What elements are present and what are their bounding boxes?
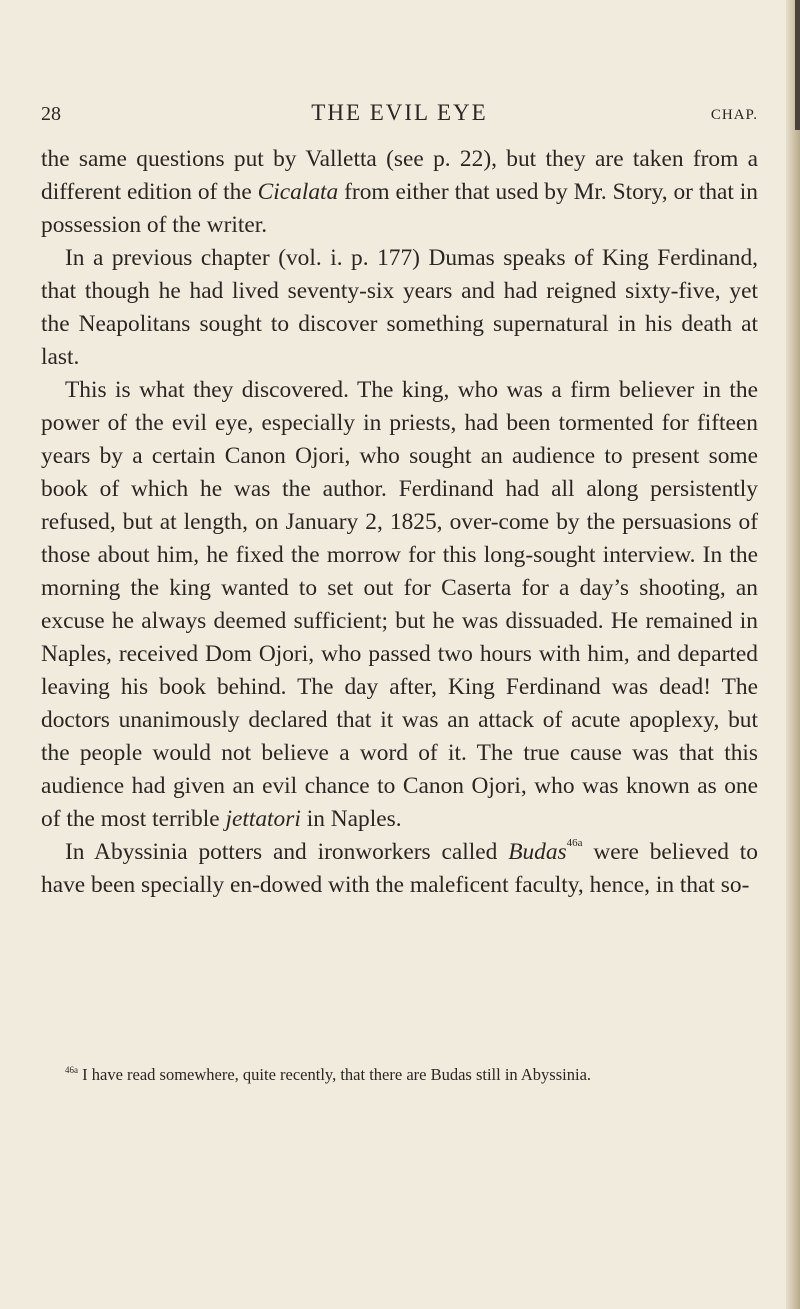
italic-cicalata: Cicalata <box>257 179 339 205</box>
paragraph-3 <box>41 374 758 836</box>
italic-jettatori: jettatori <box>225 806 301 832</box>
chapter-abbrev: CHAP. <box>710 107 758 123</box>
running-head <box>41 100 758 130</box>
footnote-reference: 46a <box>566 837 583 849</box>
paragraph-1-end: from either that used by Mr. Story, or that in possession of the writer. <box>41 179 759 238</box>
paragraph-3-end: in Naples. <box>300 806 402 832</box>
paragraph-4-text: In Abyssinia potters and ironworkers called <box>65 839 509 865</box>
paragraph-4 <box>41 836 758 902</box>
body-text <box>41 143 758 902</box>
page-edge <box>786 0 800 1309</box>
paragraph-1 <box>41 143 758 242</box>
footnote <box>41 1064 758 1086</box>
page-edge-shadow <box>795 0 800 130</box>
footnote-marker: 46a <box>65 1065 78 1075</box>
italic-budas: Budas <box>508 839 567 865</box>
running-title: THE EVIL EYE <box>311 100 488 125</box>
page-number: 28 <box>41 103 61 125</box>
footnote-text: I have read somewhere, quite recently, that there are Budas still in Abyssinia. <box>78 1065 592 1084</box>
paragraph-3-text: This is what they discovered. The king, who was a firm believer in the power of the evil eye, especially in priests, had been tormented for fifteen years by a certain Canon Ojori, who sought an audience to present some book of which he was the author. Ferdinand had all along persistently refused, but at length, on January 2, 1825, over-come by the persuasions of those about him, he fixed the morrow for this long-sought interview. In the morning the king wanted to set out for Caserta for a day’s shooting, an excuse he always deemed sufficient; but he was dissuaded. He remained in Naples, received Dom Ojori, who passed two hours with him, and departed leaving his book behind. The day after, King Ferdinand was dead! The doctors unanimously declared that it was an attack of acute apoplexy, but the people would not believe a word of it. The true cause was that this audience had given an evil chance to Canon Ojori, who was known as one of the most terrible <box>41 377 758 832</box>
paragraph-1-text: the same questions put by Valletta (see p. 22), but they are taken from a different edition of the <box>41 146 758 205</box>
paragraph-4-end: were believed to have been specially en-dowed with the maleficent faculty, hence, in that so- <box>41 839 758 898</box>
paragraph-2: In a previous chapter (vol. i. p. 177) Dumas speaks of King Ferdinand, that though he had lived seventy-six years and had reigned sixty-five, yet the Neapolitans sought to discover something supernatural in his death at last. <box>41 245 758 370</box>
